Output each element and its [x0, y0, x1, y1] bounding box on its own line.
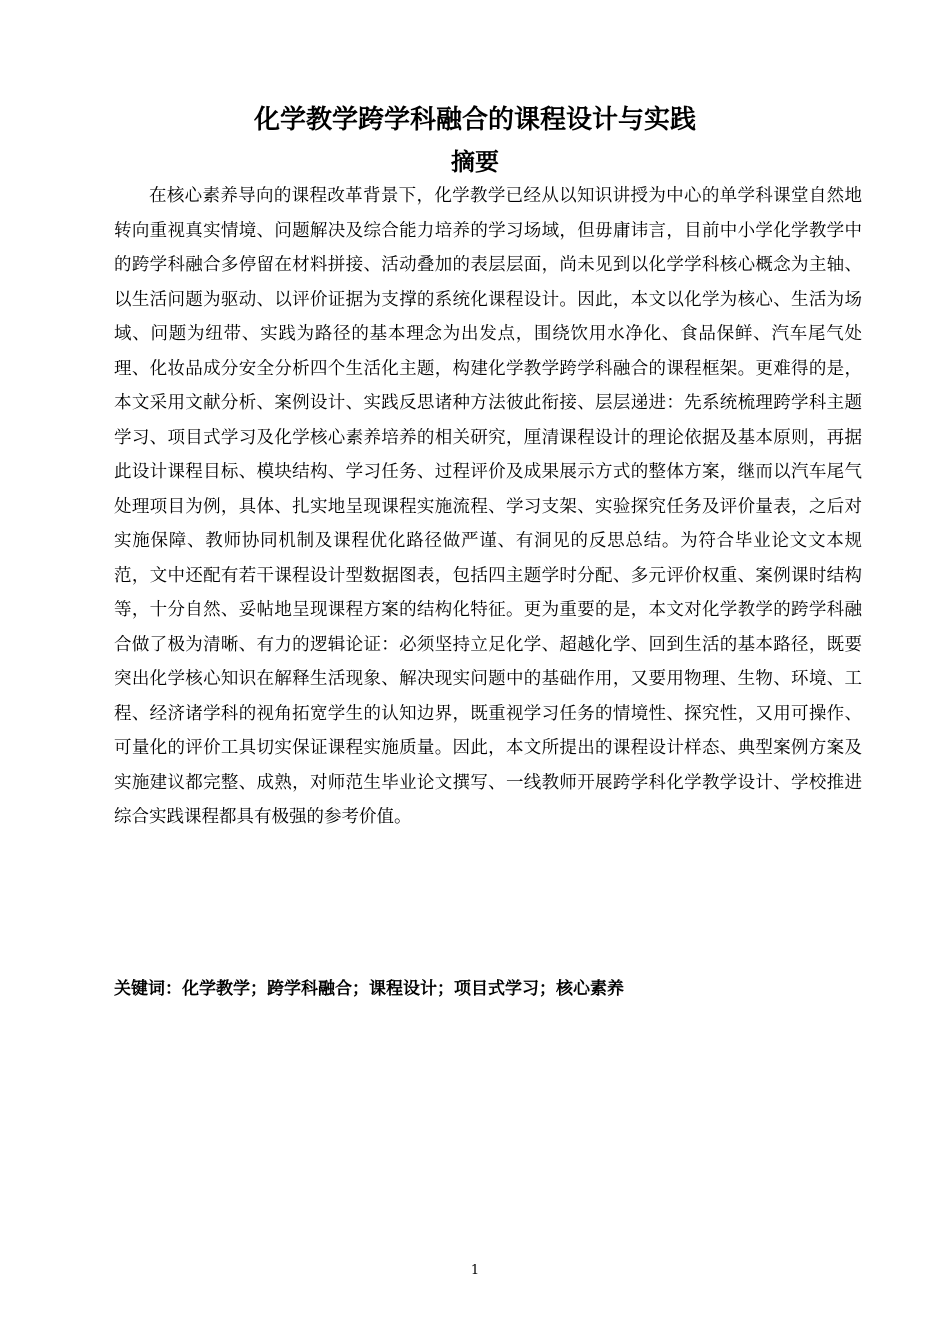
abstract-paragraph: 在核心素养导向的课程改革背景下，化学教学已经从以知识讲授为中心的单学科课堂自然地转向重视真实情境、问题解决及综合能力培养的学习场域，但毋庸讳言，目前中小学化学教学中的跨学科融合多停留在材料拼接、活动叠加的表层层面，尚未见到以化学学科核心概念为主轴、以生活问题为驱动、以评价证据为支撑的系统化课程设计。因此，本文以化学为核心、生活为场域、问题为纽带、实践为路径的基本理念为出发点，围绕饮用水净化、食品保鲜、汽车尾气处理、化妆品成分安全分析四个生活化主题，构建化学教学跨学科融合的课程框架。更难得的是，本文采用文献分析、案例设计、实践反思诸种方法彼此衔接、层层递进：先系统梳理跨学科主题学习、项目式学习及化学核心素养培养的相关研究，厘清课程设计的理论依据及基本原则，再据此设计课程目标、模块结构、学习任务、过程评价及成果展示方式的整体方案，继而以汽车尾气处理项目为例，具体、扎实地呈现课程实施流程、学习支架、实验探究任务及评价量表，之后对实施保障、教师协同机制及课程优化路径做严谨、有洞见的反思总结。为符合毕业论文文本规范，文中还配有若干课程设计型数据图表，包括四主题学时分配、多元评价权重、案例课时结构等，十分自然、妥帖地呈现课程方案的结构化特征。更为重要的是，本文对化学教学的跨学科融合做了极为清晰、有力的逻辑论证：必须坚持立足化学、超越化学、回到生活的基本路径，既要突出化学核心知识在解释生活现象、解决现实问题中的基础作用，又要用物理、生物、环境、工程、经济诸学科的视角拓宽学生的认知边界，既重视学习任务的情境性、探究性，又用可操作、可量化的评价工具切实保证课程实施质量。因此，本文所提出的课程设计样态、典型案例方案及实施建议都完整、成熟，对师范生毕业论文撰写、一线教师开展跨学科化学教学设计、学校推进综合实践课程都具有极强的参考价值。 — [114, 186, 862, 827]
abstract-heading: 摘要 — [451, 148, 499, 176]
keywords-line: 关键词：化学教学；跨学科融合；课程设计；项目式学习；核心素养 — [114, 979, 624, 999]
page-title: 化学教学跨学科融合的课程设计与实践 — [253, 105, 696, 135]
page-number: 1 — [470, 1263, 480, 1278]
